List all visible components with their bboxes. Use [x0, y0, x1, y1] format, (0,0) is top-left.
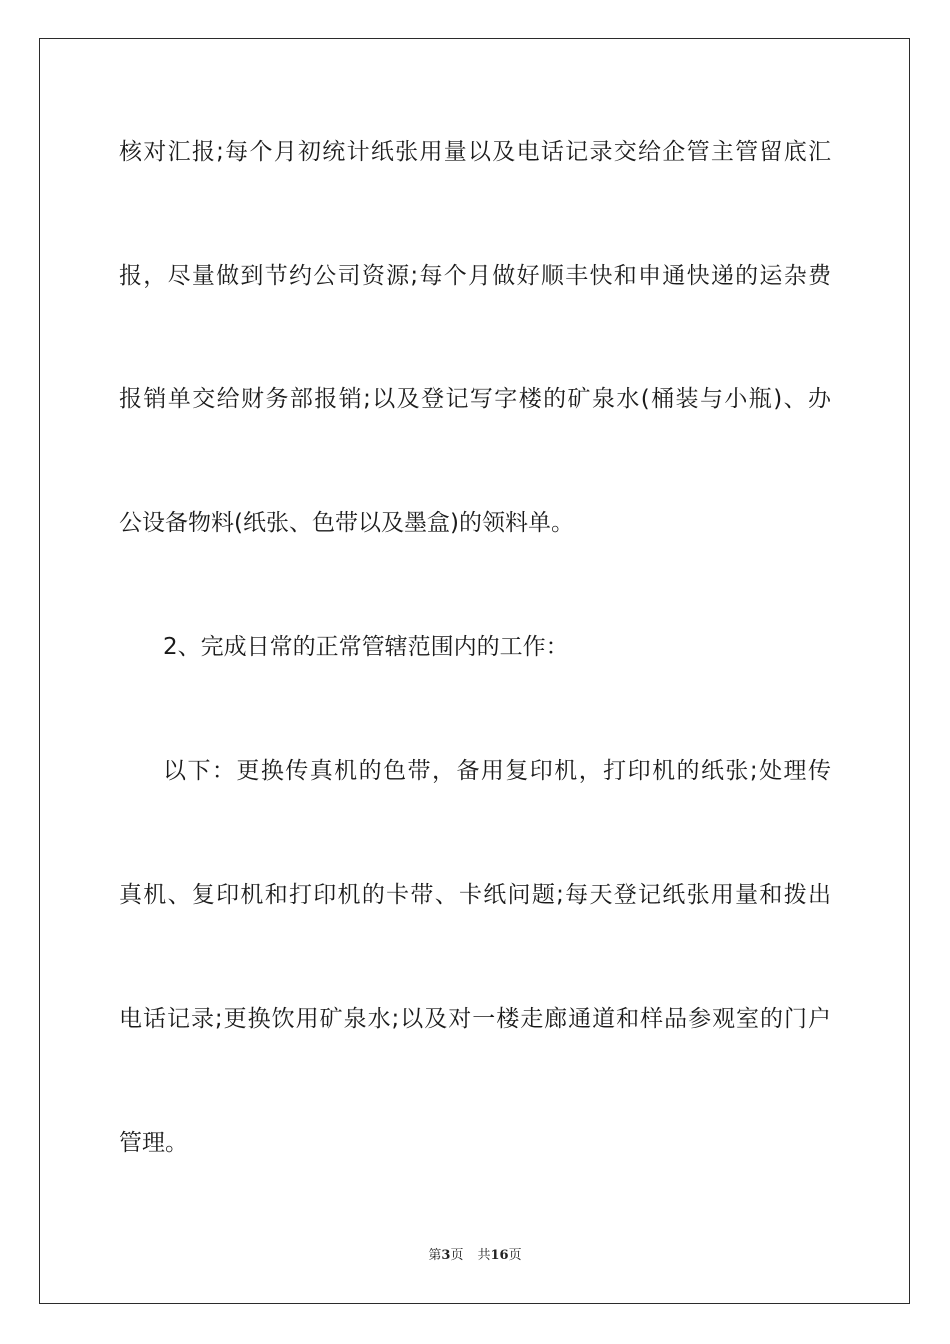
- body-line-2: 报，尽量做到节约公司资源;每个月做好顺丰快和申通快递的运杂费: [119, 263, 831, 289]
- footer-total-suffix: 页: [508, 1248, 522, 1263]
- section-heading: 2、完成日常的正常管辖范围内的工作：: [163, 634, 569, 660]
- footer-page-prefix: 第: [428, 1248, 442, 1263]
- body-line-1: 核对汇报;每个月初统计纸张用量以及电话记录交给企管主管留底汇: [119, 139, 831, 165]
- footer-total-pages: 16: [490, 1248, 509, 1263]
- body-line-7: 真机、复印机和打印机的卡带、卡纸问题;每天登记纸张用量和拨出: [119, 882, 831, 908]
- footer-total-prefix: 共: [477, 1248, 491, 1263]
- body-line-9: 管理。: [119, 1130, 188, 1156]
- body-line-4: 公设备物料(纸张、色带以及墨盒)的领料单。: [119, 510, 574, 536]
- page-footer: [0, 1247, 950, 1265]
- footer-page-number: 3: [441, 1248, 451, 1263]
- footer-page-suffix: 页: [450, 1248, 464, 1263]
- body-line-8: 电话记录;更换饮用矿泉水;以及对一楼走廊通道和样品参观室的门户: [119, 1006, 831, 1032]
- body-line-6: 以下：更换传真机的色带，备用复印机，打印机的纸张;处理传: [163, 758, 831, 784]
- body-line-3: 报销单交给财务部报销;以及登记写字楼的矿泉水(桶装与小瓶)、办: [119, 386, 831, 412]
- page-border: [39, 38, 910, 1304]
